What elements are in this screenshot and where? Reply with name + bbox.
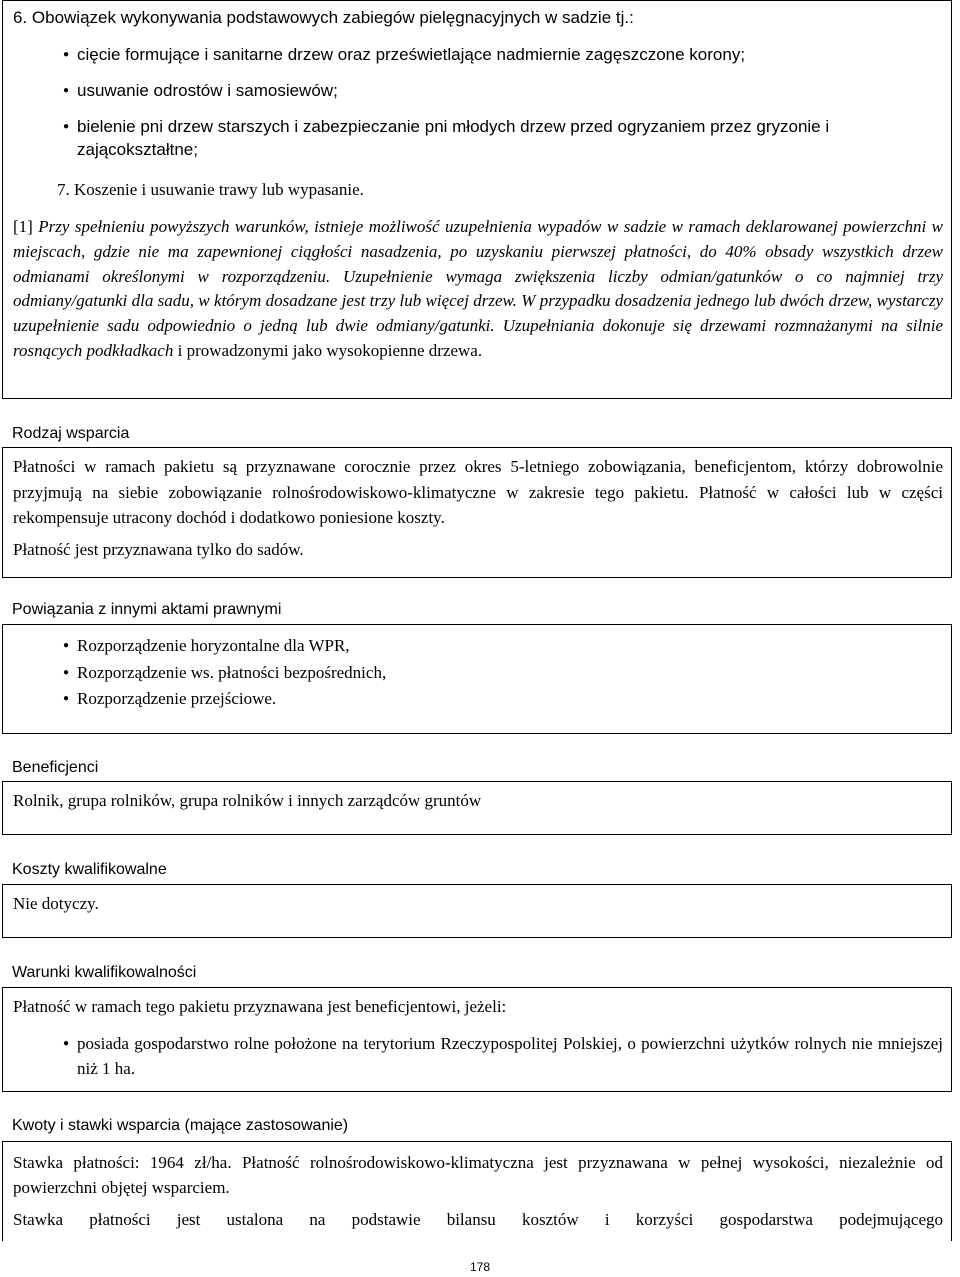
list-item: ● usuwanie odrostów i samosiewów;	[63, 81, 338, 100]
bullet-icon: ●	[63, 121, 70, 132]
heading-rodzaj-wsparcia: Rodzaj wsparcia	[12, 425, 130, 442]
list-item: ● posiada gospodarstwo rolne położone na terytorium Rzeczypospolitej Polskiej, o powierzchni użytków rolnych nie mniejszej niż 1 ha.	[13, 1031, 943, 1081]
kwoty-paragraph-2: Stawka płatności jest ustalona na podstawie bilansu kosztów i korzyści gospodarstwa podejmującego	[13, 1210, 943, 1229]
heading-koszty: Koszty kwalifikowalne	[12, 861, 167, 878]
item-7: 7. Koszenie i usuwanie trawy lub wypasanie.	[57, 180, 364, 199]
bullet-icon: ●	[63, 666, 70, 678]
top-box	[2, 0, 952, 399]
item-6: 6. Obowiązek wykonywania podstawowych zabiegów pielęgnacyjnych w sadzie tj.:	[13, 8, 634, 27]
conditions-list	[13, 1031, 943, 1081]
rodzaj-note: Płatność jest przyznawana tylko do sadów.	[13, 540, 304, 559]
bullet-icon: ●	[63, 640, 70, 651]
list-item: ● Rozporządzenie ws. płatności bezpośrednich,	[13, 660, 943, 687]
heading-beneficjenci: Beneficjenci	[12, 759, 99, 776]
beneficjenci-box	[2, 781, 952, 835]
bullet-icon: ●	[63, 49, 70, 60]
list-item: ● cięcie formujące i sanitarne drzew oraz prześwietlające nadmiernie zagęszczone korony;	[63, 45, 746, 64]
kwoty-box	[2, 1141, 952, 1241]
koszty-box	[2, 884, 952, 938]
rodzaj-box	[2, 447, 952, 578]
bullet-icon: ●	[63, 693, 70, 704]
rodzaj-paragraph: Płatności w ramach pakietu są przyznawane corocznie przez okres 5-letniego zobowiązania, beneficjentom, którzy dobrowolnie przyjmują na siebie zobowiązanie rolnośrodowiskowo-klimatyczne w zakresie tego pakietu. Płatność w całości lub w części rekompensuje utracony dochód i dodatkowo poniesione koszty.	[13, 457, 943, 527]
bullet-icon: ●	[63, 85, 70, 96]
bullet-icon: ●	[63, 1038, 70, 1049]
heading-warunki: Warunki kwalifikowalności	[12, 964, 197, 981]
heading-powiazania: Powiązania z innymi aktami prawnymi	[12, 601, 282, 618]
kwoty-paragraph: Stawka płatności: 1964 zł/ha. Płatność rolnośrodowiskowo-klimatyczna jest przyznawana w pełnej wysokości, niezależnie od powierzchni objętej wsparciem.	[13, 1153, 943, 1197]
care-list	[13, 43, 943, 161]
warunki-intro: Płatność w ramach tego pakietu przyznawana jest beneficjentowi, jeżeli:	[13, 997, 507, 1016]
page-number: 178	[469, 1260, 491, 1274]
list-item: ● bielenie pni drzew starszych i zabezpieczanie pni młodych drzew przed ogryzaniem przez gryzonie i zającokształtne;	[63, 117, 830, 159]
list-item: ● Rozporządzenie horyzontalne dla WPR,	[13, 633, 943, 660]
footnote: [1] Przy spełnieniu powyższych warunków, istnieje możliwość uzupełnienia wypadów w sadzie w ramach deklarowanej powierzchni w miejscach, gdzie nie ma zapewnionej ciągłości nasadzenia, po uzyskaniu pierwszej płatności, do 40% obsady wszystkich drzew odmianami określonymi w rozporządzeniu. Uzupełnienie wymaga zwiększenia liczby odmian/gatunków o co najmniej trzy odmiany/gatunki dla sadu, w którym dosadzane jest trzy lub więcej drzew. W przypadku dosadzenia jednego lub dwóch drzew, wystarczy uzupełnienie sadu odpowiednio o jedną lub dwie odmiany/gatunki. Uzupełniania dokonuje się drzewami rozmnażanymi na silnie rosnących podkładkach i prowadzonymi jako wysokopienne drzewa.	[13, 217, 943, 360]
heading-kwoty: Kwoty i stawki wsparcia (mające zastosowanie)	[12, 1117, 349, 1134]
list-item: ● Rozporządzenie przejściowe.	[13, 686, 943, 713]
acts-list	[13, 633, 943, 713]
powiazania-box	[2, 624, 952, 734]
warunki-box	[2, 987, 952, 1092]
beneficjenci-text: Rolnik, grupa rolników, grupa rolników i innych zarządców gruntów	[13, 791, 482, 810]
koszty-text: Nie dotyczy.	[13, 894, 99, 913]
